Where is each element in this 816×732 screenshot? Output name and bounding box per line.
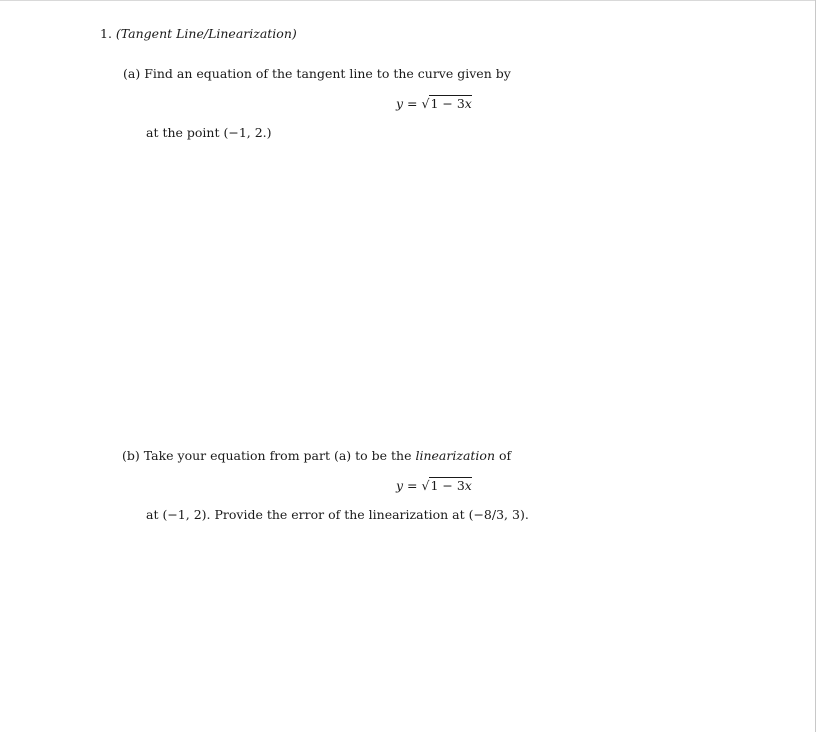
problem-title: (Tangent Line/Linearization) bbox=[115, 26, 297, 41]
sqrt-icon: √ bbox=[421, 478, 430, 493]
part-b-label: (b) bbox=[122, 448, 140, 463]
part-b-radicand-number: 1 − 3 bbox=[430, 478, 465, 493]
problem-heading bbox=[100, 26, 297, 42]
part-a-radicand-number: 1 − 3 bbox=[430, 96, 465, 111]
part-b-followup: at (−1, 2). Provide the error of the linearization at (−8/3, 3). bbox=[146, 507, 529, 522]
part-a-equation bbox=[396, 95, 472, 112]
part-a-prompt: Find an equation of the tangent line to the curve given by bbox=[144, 66, 511, 81]
part-b-equation-lhs: y = bbox=[396, 478, 418, 493]
problem-number: 1. bbox=[100, 26, 112, 41]
part-b-sqrt bbox=[422, 477, 472, 494]
part-b-equation bbox=[396, 477, 472, 494]
part-b-prompt-italic: linearization bbox=[415, 448, 495, 463]
part-a-followup: at the point (−1, 2.) bbox=[146, 125, 272, 140]
part-a-sqrt bbox=[422, 95, 472, 112]
page-top-border bbox=[0, 0, 816, 1]
part-b-prompt-end: of bbox=[495, 448, 512, 463]
part-a-equation-lhs: y = bbox=[396, 96, 418, 111]
part-b-radicand-variable: x bbox=[464, 478, 472, 493]
part-b-prompt-line bbox=[122, 448, 511, 464]
part-b-radicand bbox=[429, 477, 471, 494]
part-a-radicand bbox=[429, 95, 471, 112]
sqrt-icon: √ bbox=[421, 96, 430, 111]
part-a-prompt-line bbox=[123, 66, 511, 82]
part-a-radicand-variable: x bbox=[464, 96, 472, 111]
part-a-label: (a) bbox=[123, 66, 141, 81]
part-b-prompt-start: Take your equation from part (a) to be the bbox=[143, 448, 416, 463]
